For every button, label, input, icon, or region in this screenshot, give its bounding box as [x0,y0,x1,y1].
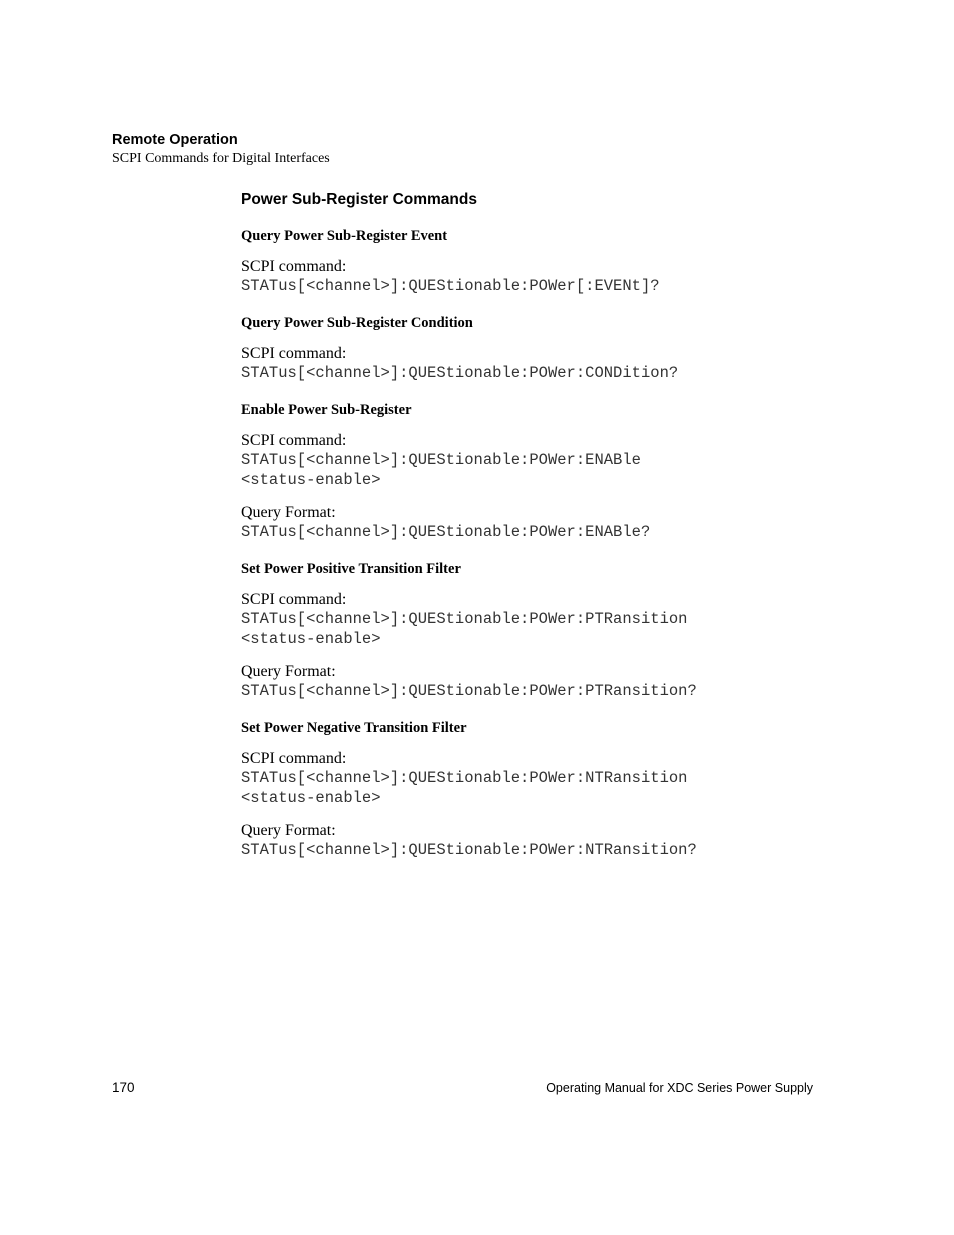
command-group [241,257,841,296]
command-block [241,560,841,701]
command-block [241,227,841,296]
command-block [241,314,841,383]
page-number: 170 [112,1080,135,1095]
command-code-line: <status-enable> [241,789,381,807]
command-group [241,344,841,383]
command-code-line: <status-enable> [241,471,381,489]
command-heading: Set Power Positive Transition Filter [241,561,461,577]
command-block [241,719,841,860]
command-heading: Query Power Sub-Register Event [241,228,448,244]
command-code-line: STATus[<channel>]:QUEStionable:POWer:NTRansition? [241,841,697,859]
command-group [241,503,841,542]
command-group [241,431,841,490]
command-group [241,749,841,808]
command-code-line: STATus[<channel>]:QUEStionable:POWer:ENABle [241,451,641,469]
command-block [241,401,841,542]
command-heading: Enable Power Sub-Register [241,402,412,418]
command-code-line: STATus[<channel>]:QUEStionable:POWer:CONDition? [241,364,679,382]
command-label: Query Format: [241,663,336,680]
command-code-line: STATus[<channel>]:QUEStionable:POWer:PTRansition? [241,682,697,700]
command-code-line: STATus[<channel>]:QUEStionable:POWer:NTRansition [241,769,688,787]
manual-title: Operating Manual for XDC Series Power Supply [546,1081,813,1095]
command-code-line: STATus[<channel>]:QUEStionable:POWer:PTRansition [241,610,688,628]
command-label: Query Format: [241,504,336,521]
section-title: Power Sub-Register Commands [241,191,477,208]
command-group [241,821,841,860]
command-list [241,227,841,860]
command-label: SCPI command: [241,345,347,362]
command-group [241,590,841,649]
chapter-title: Remote Operation [112,132,238,148]
command-label: SCPI command: [241,750,347,767]
chapter-subtitle: SCPI Commands for Digital Interfaces [112,151,330,166]
command-label: SCPI command: [241,258,347,275]
command-label: SCPI command: [241,591,347,608]
command-heading: Set Power Negative Transition Filter [241,720,467,736]
command-code-line: STATus[<channel>]:QUEStionable:POWer:ENABle? [241,523,651,541]
command-group [241,662,841,701]
main-content [241,190,841,878]
command-label: Query Format: [241,822,336,839]
command-label: SCPI command: [241,432,347,449]
command-code-line: <status-enable> [241,630,381,648]
command-code-line: STATus[<channel>]:QUEStionable:POWer[:EVENt]? [241,277,660,295]
command-heading: Query Power Sub-Register Condition [241,315,473,331]
